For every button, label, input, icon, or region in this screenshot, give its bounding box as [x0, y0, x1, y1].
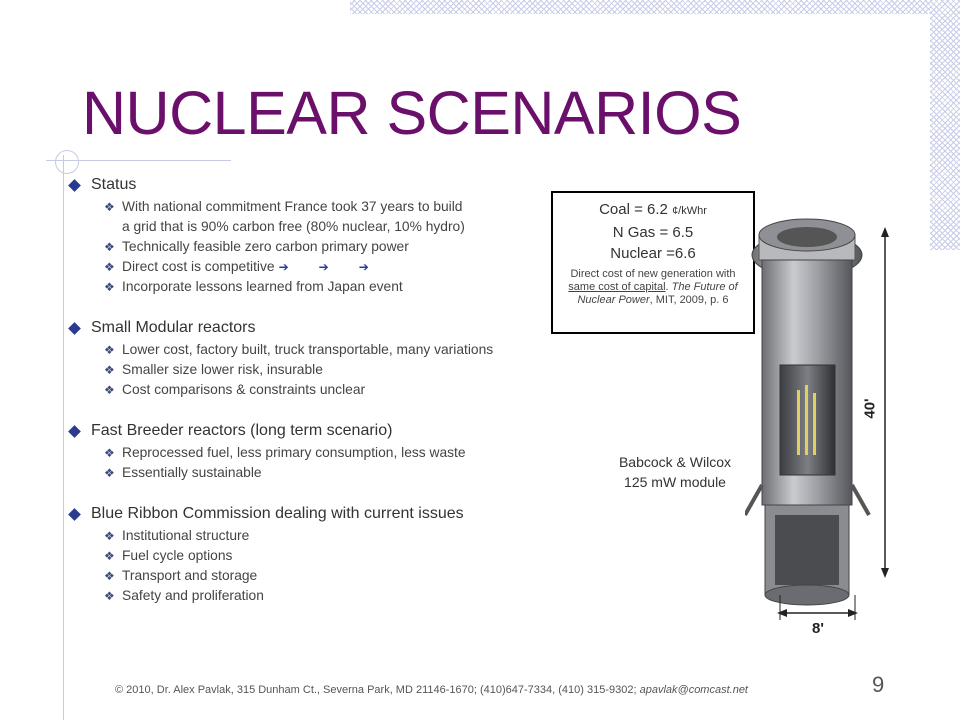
decorative-pattern-right [930, 0, 960, 250]
height-label: 40' [861, 398, 879, 419]
bullet-list [70, 175, 570, 606]
list-item-text: Safety and proliferation [122, 588, 264, 603]
list-item [104, 566, 570, 586]
cost-source-note: Direct cost of new generation with same cost of capital. The Future of Nuclear Power, MIT, 2009, p. 6 [568, 268, 738, 306]
list-item [104, 340, 570, 360]
diamond-bullet-icon [68, 322, 81, 335]
list-item [104, 443, 570, 463]
list-item-text: Technically feasible zero carbon primary power [122, 239, 409, 254]
footer-copyright: © 2010, Dr. Alex Pavlak, 315 Dunham Ct., Severna Park, MD 21146-1670; (410)647-7334, (410) 315-9302; apavlak@comcast.net [115, 684, 748, 696]
clover-bullet-icon: ❖ [104, 466, 115, 480]
gas-cost: N Gas = 6.5 [612, 224, 694, 241]
section-heading-text: Blue Ribbon Commission dealing with current issues [91, 505, 464, 522]
footer-email: apavlak@comcast.net [639, 684, 748, 696]
list-item-text: a grid that is 90% carbon free (80% nuclear, 10% hydro) [122, 219, 465, 234]
list-item [104, 360, 570, 380]
figure-caption-line: 125 mW module [624, 474, 726, 490]
page-number: 9 [872, 672, 885, 697]
section-fast-breeder [70, 421, 570, 483]
clover-bullet-icon: ❖ [104, 200, 115, 214]
cost-comparison-box [551, 191, 755, 334]
list-item-text: Fuel cycle options [122, 548, 233, 563]
clover-bullet-icon: ❖ [104, 240, 115, 254]
clover-bullet-icon: ❖ [104, 260, 115, 274]
decorative-pattern-top [350, 0, 930, 14]
diamond-bullet-icon [68, 179, 81, 192]
section-small-modular [70, 318, 570, 400]
list-item [104, 586, 570, 606]
underlined-phrase: same cost of capital [568, 281, 666, 293]
clover-bullet-icon: ❖ [104, 280, 115, 294]
diamond-bullet-icon [68, 425, 81, 438]
coal-cost: Coal = 6.2 ¢/kWhr [599, 201, 707, 218]
arrow-right-icon: ➔ [358, 260, 369, 274]
list-item-text: Transport and storage [122, 568, 258, 583]
diamond-bullet-icon [68, 508, 81, 521]
section-heading [70, 175, 570, 195]
figure-caption [600, 452, 750, 492]
support-leg [852, 485, 869, 515]
list-item-text: Cost comparisons & constraints unclear [122, 382, 366, 397]
slide-title: NUCLEAR SCENARIOS [82, 79, 742, 147]
width-label: 8' [812, 620, 824, 637]
section-heading [70, 318, 570, 338]
list-item-text: Reprocessed fuel, less primary consumption, less waste [122, 445, 466, 460]
section-heading [70, 421, 570, 441]
list-item [104, 277, 570, 297]
clover-bullet-icon: ❖ [104, 343, 115, 357]
coal-cost-unit: ¢/kWhr [672, 205, 707, 217]
list-item-text: Institutional structure [122, 528, 250, 543]
arrow-right-icon: ➔ [318, 260, 329, 274]
list-item [104, 197, 570, 217]
nuclear-cost: Nuclear =6.6 [610, 245, 696, 262]
list-item-text: Essentially sustainable [122, 465, 262, 480]
list-item-text: Direct cost is competitive [122, 259, 275, 274]
section-heading-text: Small Modular reactors [91, 319, 256, 336]
section-status [70, 175, 570, 297]
section-blue-ribbon [70, 504, 570, 606]
section-heading-text: Status [91, 176, 137, 193]
list-item [104, 526, 570, 546]
clover-bullet-icon: ❖ [104, 549, 115, 563]
list-item-text: Lower cost, factory built, truck transportable, many variations [122, 342, 494, 357]
list-item-text: With national commitment France took 37 years to build [122, 199, 463, 214]
section-heading-text: Fast Breeder reactors (long term scenario) [91, 422, 393, 439]
list-item-text: Smaller size lower risk, insurable [122, 362, 323, 377]
arrow-right-icon: ➔ [278, 260, 289, 274]
clover-bullet-icon: ❖ [104, 363, 115, 377]
section-heading [70, 504, 570, 524]
reactor-module-illustration [745, 215, 925, 640]
list-item [104, 380, 570, 400]
source-title: The Future of Nuclear Power [577, 281, 738, 306]
decorative-circle [55, 150, 79, 174]
decorative-vertical-line [63, 155, 64, 720]
clover-bullet-icon: ❖ [104, 569, 115, 583]
list-item-continuation [104, 217, 570, 237]
clover-bullet-icon: ❖ [104, 446, 115, 460]
list-item [104, 237, 570, 257]
list-item-text: Incorporate lessons learned from Japan event [122, 279, 403, 294]
list-item [104, 257, 570, 277]
clover-bullet-icon: ❖ [104, 529, 115, 543]
clover-bullet-icon: ❖ [104, 589, 115, 603]
figure-caption-line: Babcock & Wilcox [618, 454, 732, 470]
clover-bullet-icon: ❖ [104, 383, 115, 397]
list-item [104, 463, 570, 483]
list-item [104, 546, 570, 566]
